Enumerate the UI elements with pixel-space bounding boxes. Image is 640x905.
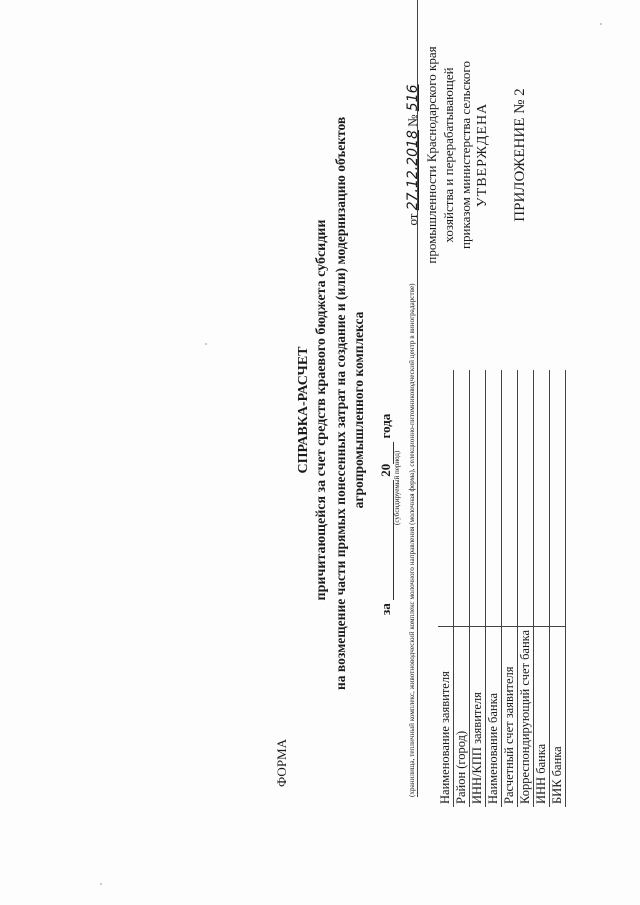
row-value-field[interactable] bbox=[486, 370, 502, 626]
row-label: Наименование заявителя bbox=[438, 626, 454, 807]
row-label: Расчетный счет заявителя bbox=[502, 626, 518, 807]
table-row bbox=[486, 370, 502, 807]
approved-heading: УТВЕРЖДЕНА bbox=[475, 102, 490, 208]
order-from-label: от bbox=[405, 213, 420, 226]
table-row bbox=[454, 370, 470, 807]
row-value-field[interactable] bbox=[438, 370, 454, 626]
table-row bbox=[518, 370, 534, 807]
form-label: ФОРМА bbox=[274, 739, 289, 787]
period-prefix: за bbox=[378, 603, 393, 615]
order-line-1: приказом министерства сельского bbox=[458, 61, 473, 249]
table-row bbox=[534, 370, 550, 807]
applicant-details-table bbox=[438, 370, 566, 807]
scan-speck bbox=[600, 23, 602, 25]
row-label: Корреспондирующий счет банка bbox=[518, 626, 534, 807]
row-value-field[interactable] bbox=[550, 370, 566, 626]
table-row bbox=[438, 370, 454, 807]
period-caption: (субсидируемый период) bbox=[393, 450, 401, 525]
table-row bbox=[502, 370, 518, 807]
title-line-4: агропромышленного комплекса bbox=[351, 311, 366, 509]
order-date: 27.12.2018 bbox=[405, 130, 421, 211]
row-label: ИНН/КПП заявителя bbox=[470, 626, 486, 807]
appendix-number: ПРИЛОЖЕНИЕ № 2 bbox=[512, 88, 528, 222]
row-label: БИК банка bbox=[550, 626, 566, 807]
order-number-label: № bbox=[405, 114, 420, 127]
row-value-field[interactable] bbox=[502, 370, 518, 626]
row-label: ИНН банка bbox=[534, 626, 550, 807]
title-line-1: СПРАВКА-РАСЧЕТ bbox=[296, 346, 311, 474]
order-line-3: промышленности Краснодарского края bbox=[424, 46, 439, 264]
row-label: Район (город) bbox=[454, 626, 470, 807]
table-row bbox=[470, 370, 486, 807]
table-row bbox=[550, 370, 566, 807]
period-year-prefix: 20 bbox=[378, 463, 393, 477]
row-value-field[interactable] bbox=[518, 370, 534, 626]
period-suffix: года bbox=[378, 413, 393, 439]
scan-speck bbox=[205, 343, 207, 345]
row-label: Наименование банка bbox=[486, 626, 502, 807]
title-line-3: на возмещение части прямых понесенных затрат на создание и (или) модернизацию объектов bbox=[333, 116, 348, 690]
scan-speck bbox=[100, 883, 102, 885]
row-value-field[interactable] bbox=[470, 370, 486, 626]
facility-type-note: (хранилища, тепличный комплекс, животноводческий комплекс молочного направления (молочная ферма), селекционно-питомниководческий центр в виноградарстве) bbox=[408, 0, 418, 797]
title-line-2: причитающейся за счет средств краевого бюджета субсидии bbox=[314, 219, 329, 601]
row-value-field[interactable] bbox=[454, 370, 470, 626]
row-value-field[interactable] bbox=[534, 370, 550, 626]
order-line-2: хозяйства и перерабатывающей bbox=[441, 67, 456, 243]
period-line bbox=[378, 414, 394, 615]
order-number: 516 bbox=[405, 84, 421, 112]
